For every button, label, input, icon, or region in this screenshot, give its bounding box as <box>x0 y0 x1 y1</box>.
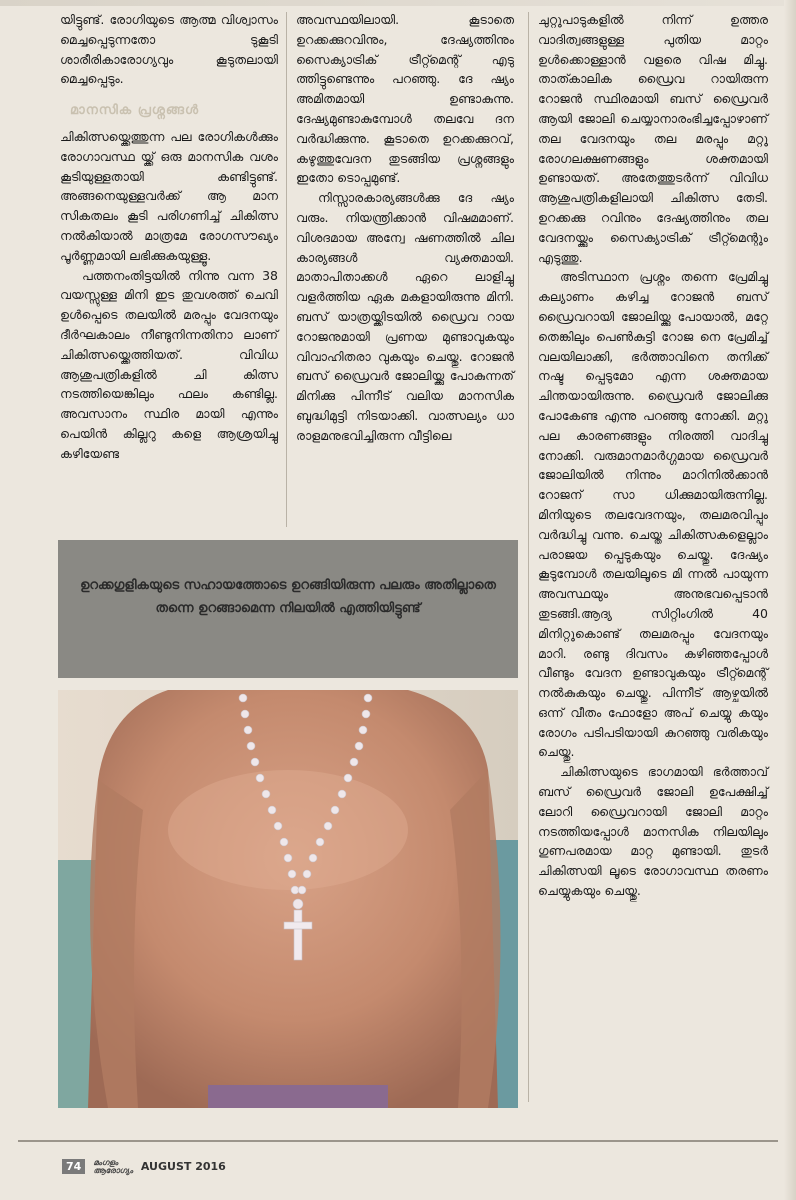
pull-quote-text: ഉറക്കഗുളികയുടെ സഹായത്തോടെ ഉറങ്ങിയിരുന്ന പലരും അതില്ലാതെ തന്നെ ഉറങ്ങാമെന്ന നിലയിൽ എത്തിയിട്ടുണ്ട് <box>80 578 496 616</box>
pull-quote-box <box>58 540 518 678</box>
column-divider <box>528 12 529 1102</box>
magazine-logo <box>93 1158 133 1174</box>
magazine-logo-line1: മംഗളം <box>93 1157 119 1167</box>
torso-photo-image <box>58 690 518 1108</box>
column-divider <box>286 12 287 527</box>
col1-paragraph-2: ചികിത്സയ്ക്കെത്തുന്ന പല രോഗികൾക്കും രോഗാവസ്ഥ യ്ക്ക് ഒരു മാനസിക വശം കൂടിയുള്ളതായി കണ്ടിട്ടുണ്ട്. അങ്ങനെയുള്ളവർക്ക് ആ മാന സികതലം കൂടി പരിഗണിച്ച് ചികിത്സ നൽകിയാൽ മാത്രമേ രോഗസൗഖ്യം പൂർണ്ണമായി ലഭിക്കുകയുള്ളൂ. <box>60 128 278 263</box>
col1-paragraph-3: പത്തനംതിട്ടയിൽ നിന്നു വന്ന 38 വയസ്സുള്ള മിനി ഇട തുവശത്ത് ചെവി ഉൾപ്പെടെ തലയിൽ മരപ്പും വേദനയും ദീർഘകാലം നീണ്ടുനിന്നതിനാ ലാണ് ചികിത്സയ്ക്കെത്തിയത്. വിവിധ ആശുപത്രികളിൽ ചി കിത്സ നടത്തിയെങ്കിലും ഫലം കണ്ടില്ല. അവസാനം സ്ഥിര മായി എന്നും പെയിൻ കില്ലറു കളെ ആശ്രയിച്ചു കഴിയേണ്ട <box>60 267 278 461</box>
page-edge-shadow <box>784 0 796 1200</box>
col3-paragraph-2: അടിസ്ഥാന പ്രശ്നം തന്നെ പ്രേമിച്ചു കല്യാണം കഴിച്ച റോജൻ ബസ് ഡ്രൈവറായി ജോലിയ്ക്കു പോയാൽ, മറ്റേ തെങ്കിലും പെൺകുട്ടി റോജ നെ പ്രേമിച്ച് വലയിലാക്കി, ഭർത്താവിനെ തനിക്ക് നഷ്ട പ്പെടുമോ എന്ന ശക്തമായ ചിന്തയായിരുന്നു. ഡ്രൈവർ ജോലിക്കു പോകേണ്ട എന്നു പറഞ്ഞു നോക്കി. മറ്റു പല കാരണങ്ങളും നിരത്തി വാദിച്ചു നോക്കി. വരുമാനമാർഗ്ഗമായ ഡ്രൈവർ ജോലിയിൽ നിന്നും മാറിനിൽക്കാൻ റോജന് സാ ധിക്കുമായിരുന്നില്ല. മിനിയുടെ തലവേദനയും, തലമരവിപ്പും വർദ്ധിച്ചു വന്നു. ചെയ്ത ചികിത്സകളെല്ലാം പരാജയ പ്പെടുകയും ചെയ്തു. ദേഷ്യം കൂടുമ്പോൾ തലയിലൂടെ മി ന്നൽ പായുന്ന അവസ്ഥയും അനുഭവപ്പെടാൻ തുടങ്ങി.ആദ്യ സിറ്റിംഗിൽ 40 മിനിറ്റുകൊണ്ട് തലമരപ്പും വേദനയും മാറി. രണ്ടു ദിവസം കഴിഞ്ഞപ്പോൾ വീണ്ടും വേദന ഉണ്ടാവുകയും ട്രീറ്റ്മെന്റ് നൽകുകയും ചെയ്തു. പിന്നീട് ആഴ്ചയിൽ ഒന്ന് വീതം ഫോളോ അപ് ചെയ്യു കയും രോഗം പടിപടിയായി കുറഞ്ഞു വരികയും ചെയ്തു. <box>538 269 768 760</box>
top-band <box>0 0 796 6</box>
col1-paragraph-1: യിട്ടുണ്ട്. രോഗിയുടെ ആത്മ വിശ്വാസം മെച്ചപ്പെടുന്നതോ ടുകൂടി ശാരീരികാരോഗ്യവും കൂടുതലായി മെച്ചപ്പെടും. <box>60 12 278 87</box>
section-subhead: മാനസിക പ്രശ്നങ്ങൾ <box>70 103 200 119</box>
issue-date: AUGUST 2016 <box>140 1159 226 1173</box>
magazine-logo-line2: ആരോഗ്യം <box>93 1165 133 1175</box>
col2-paragraph-2: നിസ്സാരകാര്യങ്ങൾക്കു ദേ ഷ്യം വരും. നിയന്ത്രിക്കാൻ വിഷമമാണ്. വിശദമായ അന്വേ ഷണത്തിൽ ചില കാര്യങ്ങൾ വ്യക്തമായി. മാതാപിതാക്കൾ ഏറെ ലാളിച്ചു വളർത്തിയ ഏക മകളായിരുന്നു മിനി. ബസ് യാത്രയ്ക്കിടയിൽ ഡ്രൈവ റായ റോജനുമായി പ്രണയ മുണ്ടാവുകയും വിവാഹിതരാ വുകയും ചെയ്തു. റോജൻ ബസ് ഡ്രൈവർ ജോലിയ്ക്കു പോകുന്നത് മിനിക്കു പിന്നീട് വലിയ മാനസിക ബുദ്ധിമുട്ടി നിടയാക്കി. വാത്സല്യം ധാ രാളമനുഭവിച്ചിരുന്ന വീട്ടിലെ <box>296 190 514 443</box>
page-number: 74 <box>62 1159 85 1174</box>
col3-paragraph-1: ചുറ്റുപാടുകളിൽ നിന്ന് ഉത്തര വാദിത്വങ്ങളുള്ള പുതിയ മാറ്റം ഉൾക്കൊള്ളാൻ വളരെ വിഷ മിച്ചു. താത്കാലിക ഡ്രൈവ റായിരുന്ന റോജൻ സ്ഥിരമായി ബസ് ഡ്രൈവർ ആയി ജോലി ചെയ്യാനാരംഭിച്ചപ്പോഴാണ് തല വേദനയും തല മരപ്പും മറ്റു രോഗലക്ഷണങ്ങളും ശക്തമായി ഉണ്ടായത്. അതേത്തുടർന്ന് വിവിധ ആശുപത്രികളിലായി ചികിത്സ തേടി. ഉറക്കക്കു റവിനും ദേഷ്യത്തിനും തല വേദനയ്ക്കും സൈക്യാട്രിക് ട്രീറ്റ്മെന്റും എടുത്തു. <box>538 12 768 265</box>
col2-paragraph-1: അവസ്ഥയിലായി. കൂടാതെ ഉറക്കക്കുറവിനും, ദേഷ്യത്തിനും സൈക്യാട്രിക് ട്രീറ്റ്മെന്റ് എടു ത്തിട്ടുണ്ടെന്നും പറഞ്ഞു. ദേ ഷ്യം അമിതമായി ഉണ്ടാകുന്നു. ദേഷ്യമുണ്ടാകുമ്പോൾ തലവേ ദന വർദ്ധിക്കുന്നു. കൂടാതെ ഉറക്കക്കുറവ്, കഴുത്തുവേദന തുടങ്ങിയ പ്രശ്നങ്ങളും ഇതോ ടൊപ്പമുണ്ട്. <box>296 12 514 186</box>
footer-rule <box>18 1140 778 1142</box>
page-footer <box>62 1157 226 1175</box>
column-3 <box>538 10 768 901</box>
col3-paragraph-3: ചികിത്സയുടെ ഭാഗമായി ഭർത്താവ് ബസ് ഡ്രൈവർ ജോലി ഉപേക്ഷിച്ച് ലോറി ഡ്രൈവറായി ജോലി മാറ്റം നടത്തിയപ്പോൾ മാനസിക നിലയിലും ഗുണപരമായ മാറ്റ മുണ്ടായി. തുടർ ചികിത്സയി ലൂടെ രോഗാവസ്ഥ തരണം ചെയ്യുകയും ചെയ്തു. <box>538 764 768 899</box>
article-photo <box>58 690 518 1108</box>
column-1 <box>60 10 278 464</box>
column-2 <box>296 10 514 446</box>
